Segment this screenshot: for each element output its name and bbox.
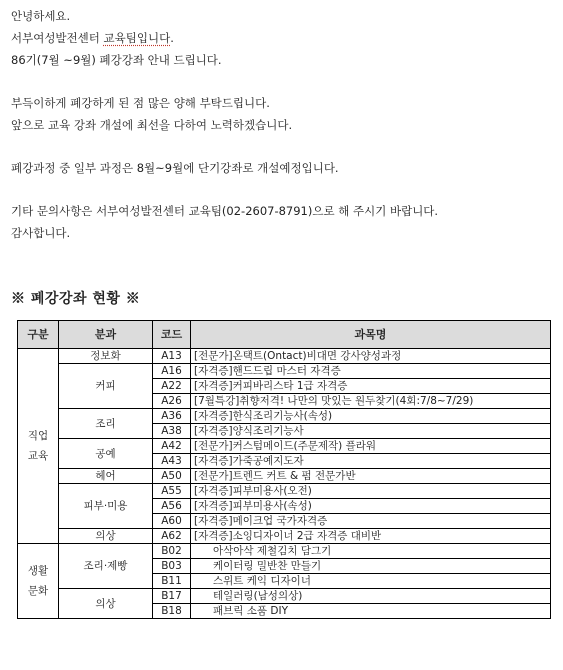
intro-paragraph-1: [11, 5, 222, 71]
course-name-cell: [자격증]메이크업 국가자격증: [191, 514, 551, 529]
table-row: [18, 439, 551, 454]
intro-paragraph-2: [11, 92, 292, 136]
course-name-cell: [전문가]트렌드 커트 & 펌 전문가반: [191, 469, 551, 484]
table-row: [18, 409, 551, 424]
header-course-name: 과목명: [191, 321, 551, 349]
division-cell: 조리: [59, 409, 153, 439]
code-cell: A56: [153, 499, 191, 514]
course-name-cell: [자격증]소잉디자이너 2급 자격증 대비반: [191, 529, 551, 544]
group-cell: 직업 교육: [18, 349, 59, 544]
table-row: [18, 469, 551, 484]
course-name-cell: [자격증]커피바리스타 1급 자격증: [191, 379, 551, 394]
table-row: [18, 544, 551, 559]
code-cell: B11: [153, 574, 191, 589]
contact-line: 기타 문의사항은 서부여성발전센터 교육팀(02-2607-8791)으로 해 주시기 바랍니다.: [11, 204, 439, 218]
code-cell: A13: [153, 349, 191, 364]
course-name-cell: 패브릭 소품 DIY: [191, 604, 551, 619]
sender-team: 교육팀입니다: [103, 31, 171, 45]
division-cell: 의상: [59, 529, 153, 544]
code-cell: A42: [153, 439, 191, 454]
code-cell: A55: [153, 484, 191, 499]
division-cell: 정보화: [59, 349, 153, 364]
table-row: [18, 349, 551, 364]
code-cell: A22: [153, 379, 191, 394]
course-name-cell: [전문가]온택트(Ontact)비대면 강사양성과정: [191, 349, 551, 364]
group-cell: 생활 문화: [18, 544, 59, 619]
table-row: [18, 529, 551, 544]
division-cell: 헤어: [59, 469, 153, 484]
table-header-row: [18, 321, 551, 349]
code-cell: B02: [153, 544, 191, 559]
course-name-cell: [자격증]피부미용사(속성): [191, 499, 551, 514]
course-name-cell: 아삭아삭 제철김치 담그기: [191, 544, 551, 559]
division-cell: 공예: [59, 439, 153, 469]
table-row: [18, 484, 551, 499]
intro-paragraph-3: [11, 157, 339, 179]
course-name-cell: [7월특강]취향저격! 나만의 맛있는 원두찾기(4회:7/8~7/29): [191, 394, 551, 409]
code-cell: A50: [153, 469, 191, 484]
code-cell: A60: [153, 514, 191, 529]
thanks-line: 감사합니다.: [11, 226, 71, 240]
header-category: 구분: [18, 321, 59, 349]
apology-line: 부득이하게 폐강하게 된 점 많은 양해 부탁드립니다.: [11, 96, 270, 110]
header-division: 분과: [59, 321, 153, 349]
division-cell: 피부·미용: [59, 484, 153, 529]
section-title: ※ 폐강강좌 현황 ※: [11, 291, 141, 307]
code-cell: A43: [153, 454, 191, 469]
course-name-cell: [자격증]양식조리기능사: [191, 424, 551, 439]
course-name-cell: [자격증]가죽공예지도자: [191, 454, 551, 469]
table-row: [18, 364, 551, 379]
code-cell: A36: [153, 409, 191, 424]
effort-line: 앞으로 교육 강좌 개설에 최선을 다하여 노력하겠습니다.: [11, 118, 293, 132]
course-name-cell: [자격증]한식조리기능사(속성): [191, 409, 551, 424]
course-name-cell: 테일러링(남성의상): [191, 589, 551, 604]
course-name-cell: 스위트 케익 디자이너: [191, 574, 551, 589]
course-name-cell: [자격증]핸드드립 마스터 자격증: [191, 364, 551, 379]
table-row: [18, 589, 551, 604]
code-cell: A62: [153, 529, 191, 544]
course-name-cell: [전문가]커스텀메이드(주문제작) 플라워: [191, 439, 551, 454]
course-name-cell: 케이터링 밀반찬 만들기: [191, 559, 551, 574]
code-cell: A26: [153, 394, 191, 409]
division-cell: 커피: [59, 364, 153, 409]
code-cell: B18: [153, 604, 191, 619]
greeting-line: 안녕하세요.: [11, 9, 71, 23]
course-name-cell: [자격증]피부미용사(오전): [191, 484, 551, 499]
division-cell: 조리·제빵: [59, 544, 153, 589]
cancelled-courses-table: [17, 320, 551, 619]
sender-line: 서부여성발전센터 교육팀입니다.: [11, 31, 174, 45]
code-cell: B17: [153, 589, 191, 604]
schedule-line: 폐강과정 중 일부 과정은 8월~9월에 단기강좌로 개설예정입니다.: [11, 161, 339, 175]
code-cell: A38: [153, 424, 191, 439]
intro-paragraph-4: [11, 200, 438, 244]
code-cell: B03: [153, 559, 191, 574]
code-cell: A16: [153, 364, 191, 379]
notice-line: 86기(7월 ~9월) 폐강강좌 안내 드립니다.: [11, 53, 222, 67]
division-cell: 의상: [59, 589, 153, 619]
header-code: 코드: [153, 321, 191, 349]
